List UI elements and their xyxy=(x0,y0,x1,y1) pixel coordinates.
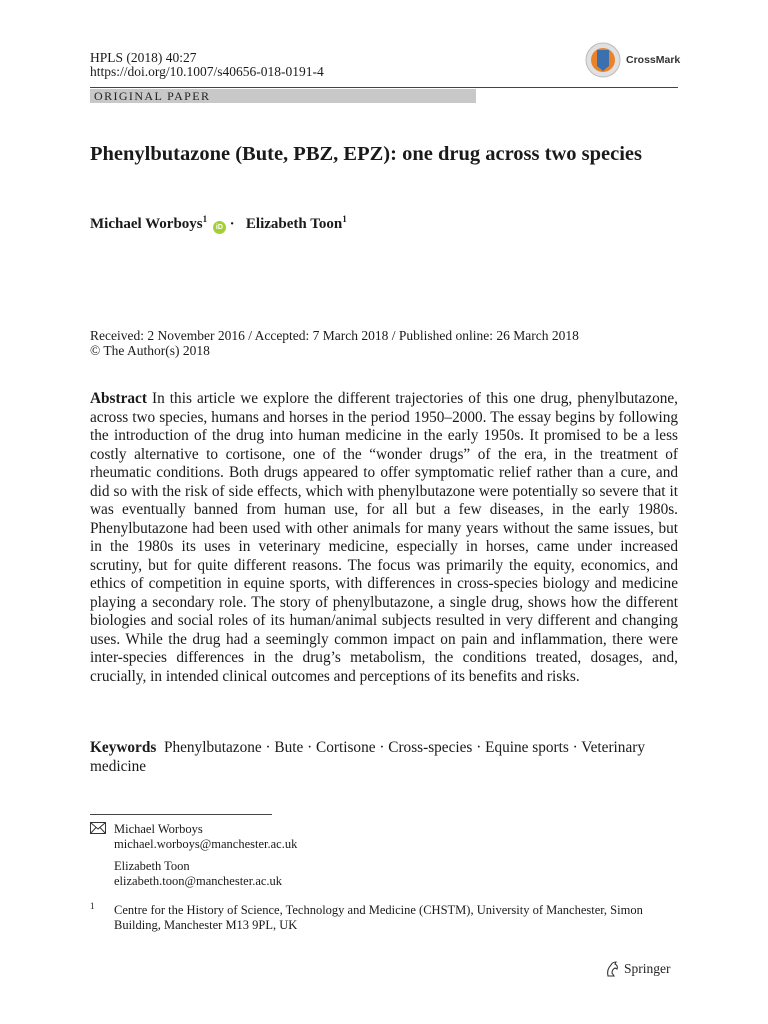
crossmark-label: CrossMark xyxy=(626,54,681,66)
author-name[interactable]: Elizabeth Toon xyxy=(245,216,343,232)
paper-type: ORIGINAL PAPER xyxy=(94,89,211,103)
journal-reference: HPLS (2018) 40:27 xyxy=(90,50,197,65)
affiliation-number: 1 xyxy=(90,901,95,911)
contact-name: Michael Worboys xyxy=(114,822,203,836)
keywords-text: Phenylbutazone · Bute · Cortisone · Cross-species · Equine sports · Veterinary medicine xyxy=(90,739,645,775)
orcid-icon[interactable]: iD xyxy=(213,221,226,234)
publisher-logo xyxy=(604,960,684,978)
crossmark-badge[interactable] xyxy=(584,40,684,80)
contact-name: Elizabeth Toon xyxy=(114,859,190,873)
header-rule xyxy=(90,87,678,88)
springer-horse-icon xyxy=(604,960,620,978)
doi-link[interactable]: https://doi.org/10.1007/s40656-018-0191-4 xyxy=(90,64,324,79)
footnote-rule xyxy=(90,814,272,815)
affiliation-mark: 1 xyxy=(342,214,347,224)
author-list xyxy=(90,210,347,234)
abstract-label: Abstract xyxy=(90,390,147,407)
paper-type-bar xyxy=(90,89,476,103)
keywords-label: Keywords xyxy=(90,739,157,756)
envelope-icon xyxy=(90,822,106,834)
affiliation-mark: 1 xyxy=(202,214,208,224)
contact-email[interactable]: elizabeth.toon@manchester.ac.uk xyxy=(114,874,283,888)
crossmark-icon xyxy=(584,40,622,80)
affiliation-text: Centre for the History of Science, Technology and Medicine (CHSTM), University of Manchester, Simon Building, Manchester M13 9PL, UK xyxy=(114,903,643,932)
contact-email[interactable]: michael.worboys@manchester.ac.uk xyxy=(114,837,298,851)
publisher-name: Springer xyxy=(624,961,671,976)
author-separator: · xyxy=(229,216,235,232)
abstract xyxy=(90,390,678,686)
author-name[interactable]: Michael Worboys xyxy=(90,216,203,232)
abstract-text: In this article we explore the different trajectories of this one drug, phenylbutazone, across two species, humans and horses in the period 1950–2000. The essay begins by following the introduction of the drug into human medicine in the early 1950s. It promised to be a less costly alternative to cortisone, one of the “wonder drugs” of the era, in the treatment of rheumatic conditions. Both drugs appeared to offer symptomatic relief rather than a cure, and did so with the risk of side effects, which with phenylbutazone were potentially so severe that it was eventually banned from human use, for all but a few diseases, in the early 1980s. Phenylbutazone had been used with other animals for many years without the same issues, but in the 1980s its uses in veterinary medicine, especially in horses, came under increased scrutiny, but for quite different reasons. The focus was primarily the equity, economics, and ethics of competition in equine sports, with differences in cross-species biology and medicine playing a secondary role. The story of phenylbutazone, a single drug, shows how the different biologies and social roles of its human/animal subjects resulted in very different and changing uses. While the drug had a seemingly common impact on pain and inflammation, there were inter-species differences in the drug’s metabolism, the conditions treated, dosages, and, crucially, in intended clinical outcomes and perceptions of its benefits and risks. xyxy=(90,390,678,685)
article-title: Phenylbutazone (Bute, PBZ, EPZ): one drug across two species xyxy=(90,143,642,165)
keywords xyxy=(90,739,678,776)
copyright-notice: © The Author(s) 2018 xyxy=(90,343,210,358)
publication-dates: Received: 2 November 2016 / Accepted: 7 March 2018 / Published online: 26 March 2018 xyxy=(90,328,579,343)
